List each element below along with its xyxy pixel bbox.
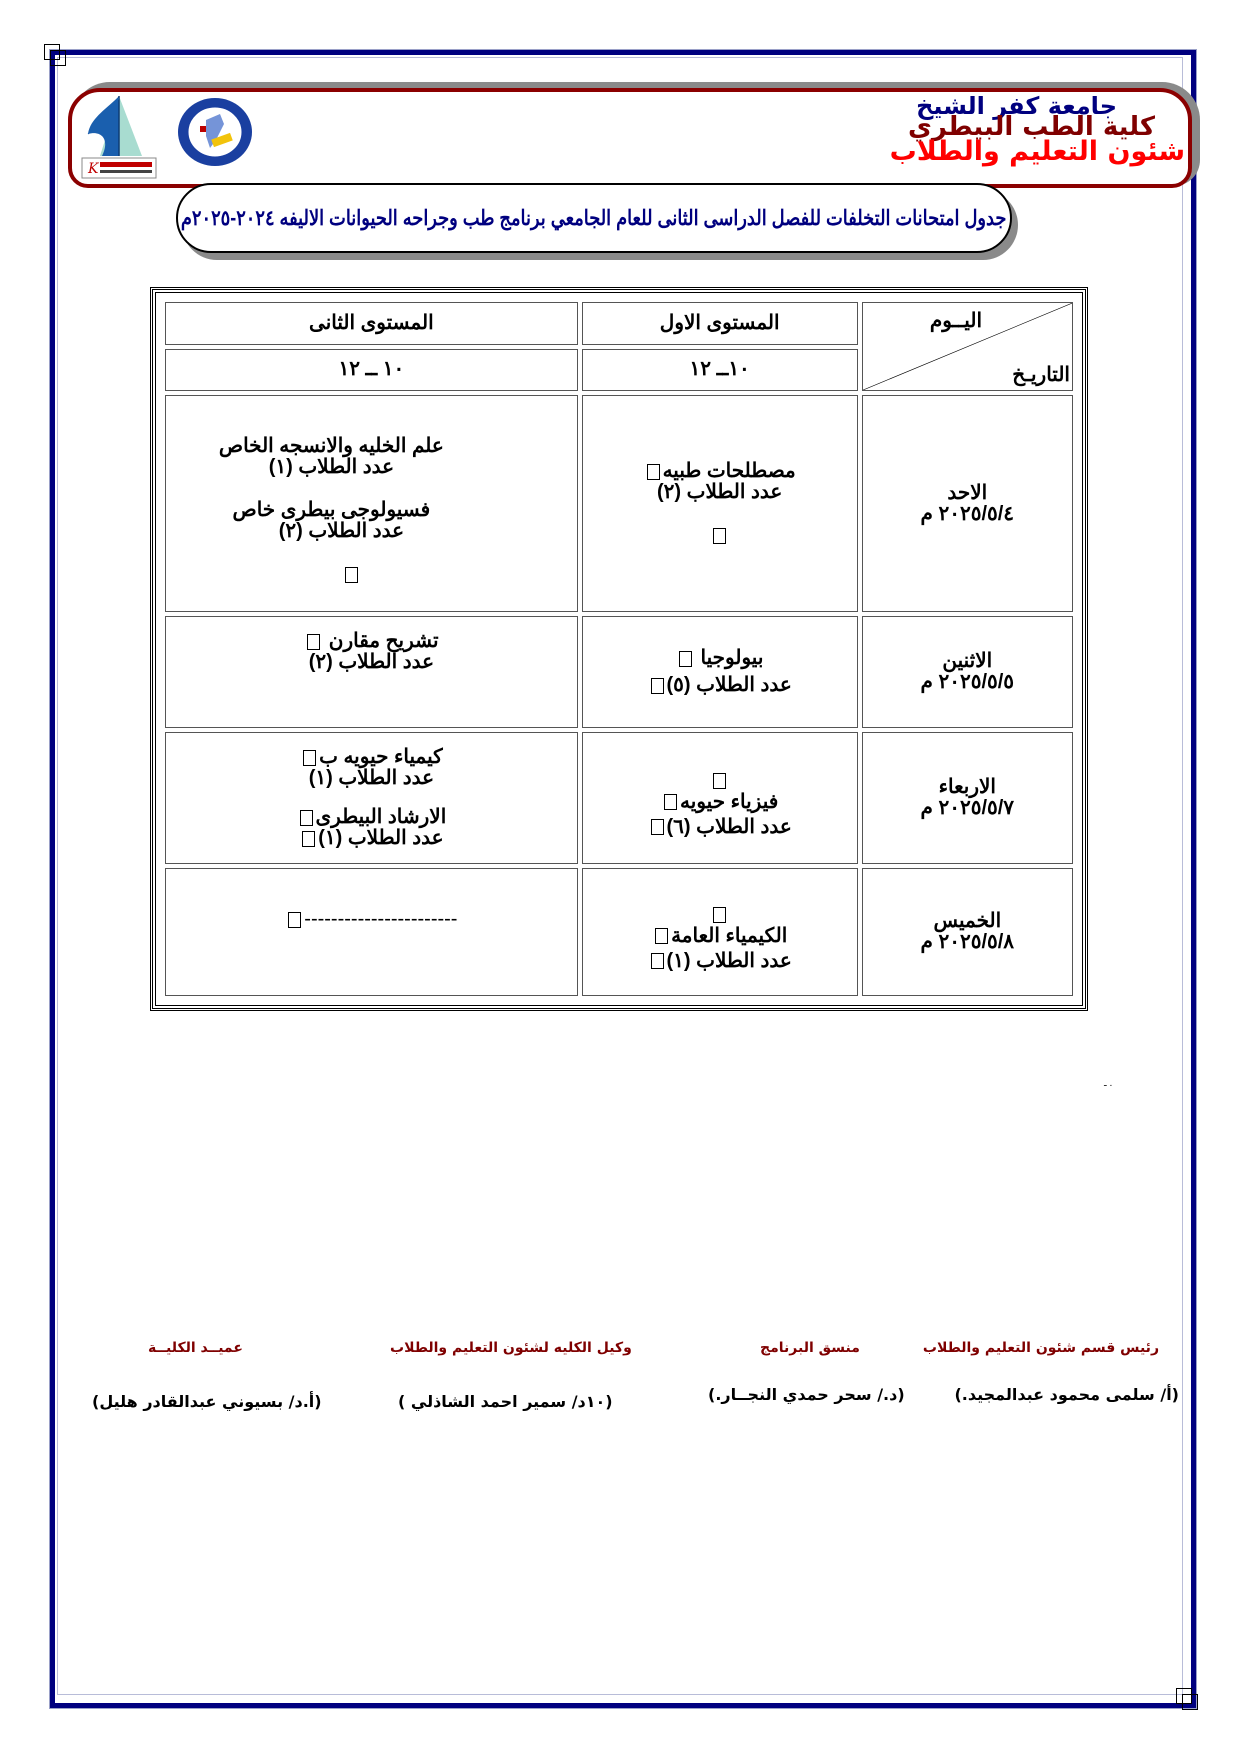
level-2-exam-cell <box>165 395 578 612</box>
checkbox-glyph-icon <box>288 912 301 928</box>
signatory-name: (أ/ سلمى محمود عبدالمجيد.) <box>954 1385 1179 1404</box>
checkbox-glyph-icon <box>345 567 358 583</box>
signatory-role: وكيل الكليه لشئون التعليم والطلاب <box>390 1340 632 1356</box>
student-count: عدد الطلاب (٦) <box>666 815 792 838</box>
checkbox-glyph-icon <box>302 831 315 847</box>
subject-name: فيزياء حيويه <box>680 790 779 813</box>
subject-name: بيولوجيا <box>700 647 764 670</box>
document-title-box <box>176 183 1012 253</box>
border-corner-ornament <box>1182 1694 1198 1710</box>
document-title: جدول امتحانات التخلفات للفصل الدراسى الثانى للعام الجامعي برنامج طب وجراحه الحيوانات الاليفه ٢٠٢٤-٢٠٢٥م <box>181 206 1007 230</box>
level-2-exam-cell <box>165 616 578 728</box>
level-2-exam-cell <box>165 868 578 996</box>
subject-name: فسيولوجى بيطرى خاص <box>232 499 431 522</box>
level-2-exam-cell <box>165 732 578 864</box>
exam-date: ٢٠٢٥/٥/٤ م <box>920 502 1015 525</box>
day-cell <box>862 868 1073 996</box>
table-row <box>165 616 1073 728</box>
subject-name: الكيمياء العامة <box>671 924 788 947</box>
signatory-role: عميــد الكليــة <box>148 1340 243 1356</box>
signatory-name: (١٠د/ سمير احمد الشاذلي ) <box>398 1392 613 1411</box>
svg-text:K: K <box>88 161 99 177</box>
signatory-role: منسق البرنامج <box>760 1340 860 1356</box>
subject-name: تشريح مقارن <box>328 630 439 653</box>
time-slot-level-2: ١٠ ــ ١٢ <box>165 349 578 392</box>
signature-block <box>390 1340 632 1356</box>
schedule-grid <box>161 298 1077 1000</box>
signature-name-block <box>708 1385 905 1404</box>
signatory-role: رئيس قسم شئون التعليم والطلاب <box>922 1340 1159 1356</box>
checkbox-glyph-icon <box>307 634 320 650</box>
subject-name: كيمياء حيويه ب <box>319 746 443 769</box>
signatory-name: (د./ سحر حمدي النجــار.) <box>708 1385 905 1404</box>
checkbox-glyph-icon <box>713 773 726 789</box>
level-1-exam-cell <box>582 732 858 864</box>
signature-name-block <box>954 1385 1179 1404</box>
day-date-corner-cell <box>862 302 1073 391</box>
day-cell <box>862 616 1073 728</box>
subject-name: علم الخليه والانسجه الخاص <box>218 435 444 458</box>
table-header-row <box>165 302 1073 345</box>
student-count: عدد الطلاب (٢) <box>278 520 405 543</box>
column-header-level-2: المستوى الثانى <box>165 302 578 345</box>
level-1-exam-cell <box>582 868 858 996</box>
corner-date-label: التاريـخ <box>1012 364 1070 387</box>
signature-block <box>923 1340 1159 1356</box>
checkbox-glyph-icon <box>651 678 664 694</box>
day-name: الاحد <box>947 481 988 504</box>
day-cell <box>862 732 1073 864</box>
day-cell <box>862 395 1073 612</box>
signature-block <box>148 1340 243 1356</box>
checkbox-glyph-icon <box>713 528 726 544</box>
checkbox-glyph-icon <box>713 907 726 923</box>
exam-date: ٢٠٢٥/٥/٥ م <box>920 671 1015 694</box>
student-count: عدد الطلاب (٢) <box>308 651 435 674</box>
signature-block <box>760 1340 860 1356</box>
checkbox-glyph-icon <box>664 794 677 810</box>
level-1-exam-cell <box>582 616 858 728</box>
table-row <box>165 868 1073 996</box>
header-brand <box>890 94 1185 165</box>
department-name: شئون التعليم والطلاب <box>889 136 1185 167</box>
subject-name: مصطلحات طبيه <box>662 460 796 483</box>
exam-schedule-table <box>150 287 1088 1011</box>
accreditation-seal-logo-icon <box>176 96 254 168</box>
checkbox-glyph-icon <box>679 651 692 667</box>
signatory-name: (أ.د/ بسيوني عبدالقادر هليل) <box>92 1392 322 1411</box>
student-count: عدد الطلاب (٥) <box>666 674 792 697</box>
time-slot-level-1: ١٠ــ ١٢ <box>582 349 858 392</box>
exam-date: ٢٠٢٥/٥/٧ م <box>920 797 1015 820</box>
table-row <box>165 732 1073 864</box>
empty-slot-dashes: ----------------------- <box>304 908 458 931</box>
checkbox-glyph-icon <box>651 819 664 835</box>
student-count: عدد الطلاب (١) <box>318 827 444 850</box>
university-sail-logo-icon <box>80 94 158 180</box>
day-name: الاثنين <box>942 650 993 673</box>
faculty-name: كلية الطب البيطري <box>908 112 1155 142</box>
level-1-exam-cell <box>582 395 858 612</box>
student-count: عدد الطلاب (٢) <box>657 481 783 504</box>
student-count: عدد الطلاب (١) <box>666 949 792 972</box>
border-corner-ornament <box>50 50 66 66</box>
checkbox-glyph-icon <box>651 953 664 969</box>
stray-marks: ـ . <box>1104 1079 1113 1089</box>
exam-date: ٢٠٢٥/٥/٨ م <box>920 931 1015 954</box>
column-header-level-1: المستوى الاول <box>582 302 858 345</box>
checkbox-glyph-icon <box>647 464 660 480</box>
checkbox-glyph-icon <box>300 810 313 826</box>
corner-day-label: اليــوم <box>929 310 982 332</box>
checkbox-glyph-icon <box>303 750 316 766</box>
university-name: جامعة كفر الشيخ <box>916 92 1117 120</box>
table-row <box>165 395 1073 612</box>
day-name: الخميس <box>933 910 1002 933</box>
checkbox-glyph-icon <box>655 928 668 944</box>
signature-name-block <box>398 1392 613 1411</box>
student-count: عدد الطلاب (١) <box>308 767 435 790</box>
student-count: عدد الطلاب (١) <box>268 456 395 479</box>
day-name: الاربعاء <box>938 776 996 799</box>
subject-name: الارشاد البيطرى <box>315 806 447 829</box>
signature-name-block <box>92 1392 322 1411</box>
